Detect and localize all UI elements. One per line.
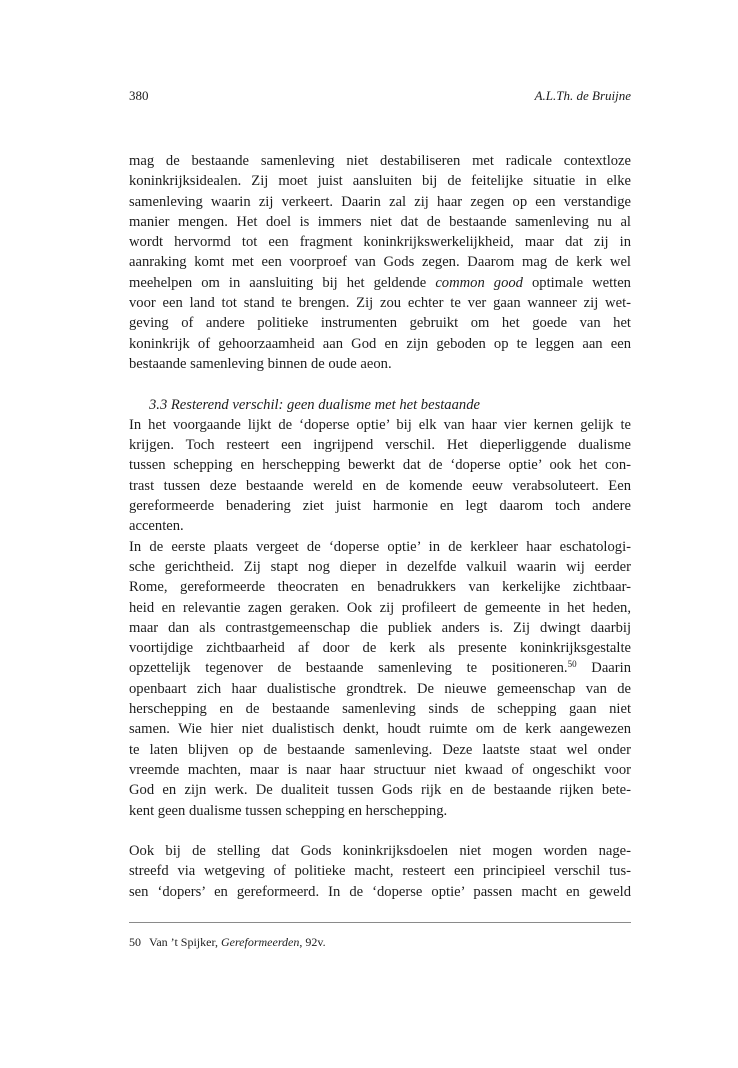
text-line: samenleving waarin zij verkeert. Daarin zal zij haar zegen op een verstandige [129,193,631,210]
text-line: gereformeerde benadering ziet juist harmonie en legt daarom toch andere [129,498,631,515]
text-line: sen ‘dopers’ en gereformeerd. In de ‘doperse optie’ passen macht en geweld [129,883,631,900]
footnote-number: 50 [129,935,141,949]
footnote-reference[interactable]: 50 [567,659,577,670]
book-page [129,0,631,1068]
text-run: Daarin [591,660,631,677]
text-line: God en zijn werk. De dualiteit tussen Gods rijk en de bestaande rijken bete- [129,782,631,799]
text-line: kent geen dualisme tussen schepping en herschepping. [129,802,448,819]
text-line: te laten blijven op de bestaande samenleving. Deze laatste staat wel onder [129,741,631,758]
text-line: sche gerichtheid. Zij stapt nog dieper in dezelfde valkuil waarin wij eerder [129,558,631,575]
footnote-text: Van ’t Spijker, [149,935,218,949]
text-line: wordt hervormd tot een fragment koninkrijkswerkelijkheid, maar dat zij in [129,234,631,251]
text-line: openbaart zich haar dualistische grondtrek. De nieuwe gemeenschap van de [129,680,631,697]
text-run: opzettelijk tegenover de bestaande samenleving te positioneren. [129,660,568,677]
footnote-text: , 92v. [299,935,326,949]
text-line: In de eerste plaats vergeet de ‘doperse optie’ in de kerkleer haar eschatologi- [129,538,631,555]
text-run: optimale wetten [532,274,631,291]
paragraph-gap [129,374,631,394]
footnote [129,935,326,950]
text-line: koninkrijksidealen. Zij moet juist aansluiten bij de feitelijke situatie in elke [129,173,631,190]
paragraph-1 [129,151,631,374]
text-line: samen. Wie hier niet dualistisch denkt, houdt ruimte om de kerk aangewezen [129,721,631,738]
running-header [129,88,631,104]
footnote-title: Gereformeerden [220,935,300,949]
text-line: krijgen. Toch resteert een ingrijpend verschil. Het dieperliggende dualisme [129,437,631,454]
text-line: herschepping en de bestaande samenleving sinds de schepping gaan niet [129,701,631,718]
text-line: bestaande samenleving binnen de oude aeon. [129,355,392,372]
text-line: voor een land tot stand te brengen. Zij zou echter te ver gaan wanneer zij wet- [129,295,631,312]
text-line: streefd via wetgeving of politieke macht, resteert een principieel verschil tus- [129,863,631,880]
text-line: accenten. [129,518,184,535]
text-run: meehelpen om in aansluiting bij het geldende [129,274,427,291]
text-line: manier mengen. Het doel is immers niet dat de bestaande samenleving nu al [129,213,631,230]
page-number: 380 [129,88,149,103]
text-line: heid en relevantie zagen geraken. Ook zij profileert de gemeente in het heden, [129,599,631,616]
text-line: voortijdige zichtbaarheid af door de kerk als presente koninkrijksgestalte [129,640,631,657]
section-heading: 3.3 Resterend verschil: geen dualisme met het bestaande [149,396,480,413]
paragraph-2 [129,415,631,537]
text-line: mag de bestaande samenleving niet destabiliseren met radicale contextloze [129,153,631,169]
paragraph-4 [129,841,631,902]
text-line: trast tussen deze bestaande wereld en de komende eeuw verabsoluteert. Een [129,477,631,494]
text-line: In het voorgaande lijkt de ‘doperse optie’ bij elk van haar vier kernen gelijk te [129,416,631,433]
text-line: Rome, gereformeerde theocraten en benadrukkers van kerkelijke zichtbaar- [129,579,631,596]
text-line [129,273,631,293]
text-line: Ook bij de stelling dat Gods koninkrijksdoelen niet mogen worden nage- [129,843,631,860]
running-head-author: A.L.Th. de Bruijne [534,88,631,103]
text-line: maar dan als contrastgemeenschap die publiek anders is. Zij dwingt daarbij [129,619,631,636]
italic-term: common good [435,274,523,291]
text-line: koninkrijk of gehoorzaamheid aan God en zijn geboden op te leggen aan een [129,335,631,352]
text-line [129,658,631,678]
text-line: geving of andere politieke instrumenten gebruikt om het goede van het [129,315,631,332]
paragraph-gap [129,821,631,841]
paragraph-3 [129,537,631,821]
text-line: aanraking komt met een voorproef van Gods zegen. Daarom mag de kerk wel [129,254,631,271]
body-text [129,151,631,902]
text-line: tussen schepping en herschepping bewerkt dat de ‘doperse optie’ ook het con- [129,457,631,474]
footnote-divider [129,922,631,923]
text-line: vreemde machten, maar is naar haar structuur niet kwaad of ongeschikt voor [129,761,631,778]
